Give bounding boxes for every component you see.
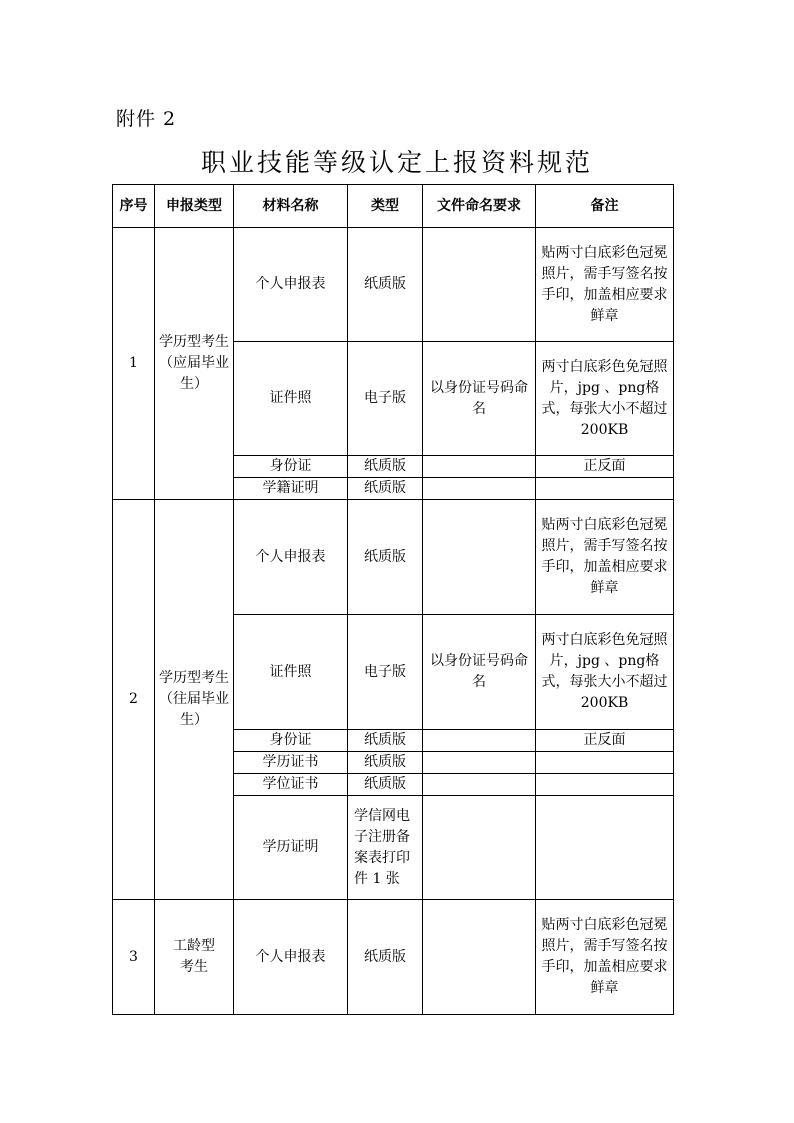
- kind-cell: 纸质版: [348, 500, 423, 615]
- kind-cell: 电子版: [348, 615, 423, 730]
- header-type: 申报类型: [155, 185, 234, 228]
- naming-cell: [423, 478, 536, 500]
- note-cell: 正反面: [536, 730, 674, 752]
- table-row: [113, 500, 674, 615]
- naming-cell: [423, 774, 536, 796]
- naming-cell: 以身份证号码命名: [423, 615, 536, 730]
- header-material: 材料名称: [234, 185, 348, 228]
- material-cell: 学位证书: [234, 774, 348, 796]
- naming-cell: [423, 752, 536, 774]
- kind-cell: 纸质版: [348, 456, 423, 478]
- naming-cell: [423, 456, 536, 478]
- naming-cell: [423, 228, 536, 342]
- kind-cell: 纸质版: [348, 478, 423, 500]
- note-cell: [536, 752, 674, 774]
- note-cell: 两寸白底彩色免冠照片，jpg 、png格式，每张大小不超过 200KB: [536, 615, 674, 730]
- naming-cell: [423, 730, 536, 752]
- seq-cell: 3: [113, 900, 155, 1015]
- material-cell: 学历证书: [234, 752, 348, 774]
- kind-cell: 纸质版: [348, 900, 423, 1015]
- material-cell: 证件照: [234, 615, 348, 730]
- note-cell: [536, 478, 674, 500]
- note-cell: 贴两寸白底彩色冠冕照片，需手写签名按手印，加盖相应要求鲜章: [536, 228, 674, 342]
- header-note: 备注: [536, 185, 674, 228]
- naming-cell: [423, 900, 536, 1015]
- applicant-type-cell: 工龄型考生: [155, 900, 234, 1015]
- note-cell: [536, 796, 674, 900]
- kind-cell: 学信网电子注册备案表打印件 1 张: [348, 796, 423, 900]
- seq-cell: 2: [113, 500, 155, 900]
- material-cell: 学籍证明: [234, 478, 348, 500]
- material-cell: 个人申报表: [234, 500, 348, 615]
- requirements-table: [112, 184, 674, 1015]
- note-cell: 正反面: [536, 456, 674, 478]
- kind-cell: 纸质版: [348, 228, 423, 342]
- header-naming: 文件命名要求: [423, 185, 536, 228]
- material-cell: 身份证: [234, 730, 348, 752]
- material-cell: 证件照: [234, 342, 348, 456]
- kind-cell: 纸质版: [348, 774, 423, 796]
- table-row: [113, 900, 674, 1015]
- header-row: [113, 185, 674, 228]
- kind-cell: 纸质版: [348, 752, 423, 774]
- table-row: [113, 228, 674, 342]
- applicant-type-cell: 学历型考生（往届毕业生）: [155, 500, 234, 900]
- note-cell: [536, 774, 674, 796]
- header-seq: 序号: [113, 185, 155, 228]
- kind-cell: 电子版: [348, 342, 423, 456]
- note-cell: 贴两寸白底彩色冠冕照片，需手写签名按手印，加盖相应要求鲜章: [536, 500, 674, 615]
- kind-cell: 纸质版: [348, 730, 423, 752]
- attachment-label: 附件 2: [116, 108, 177, 130]
- material-cell: 身份证: [234, 456, 348, 478]
- header-kind: 类型: [348, 185, 423, 228]
- seq-cell: 1: [113, 228, 155, 500]
- note-cell: 两寸白底彩色免冠照片，jpg 、png格式，每张大小不超过 200KB: [536, 342, 674, 456]
- naming-cell: 以身份证号码命名: [423, 342, 536, 456]
- note-cell: 贴两寸白底彩色冠冕照片，需手写签名按手印，加盖相应要求鲜章: [536, 900, 674, 1015]
- material-cell: 个人申报表: [234, 228, 348, 342]
- material-cell: 学历证明: [234, 796, 348, 900]
- naming-cell: [423, 500, 536, 615]
- document-title: 职业技能等级认定上报资料规范: [200, 148, 593, 177]
- naming-cell: [423, 796, 536, 900]
- applicant-type-cell: 学历型考生（应届毕业生）: [155, 228, 234, 500]
- material-cell: 个人申报表: [234, 900, 348, 1015]
